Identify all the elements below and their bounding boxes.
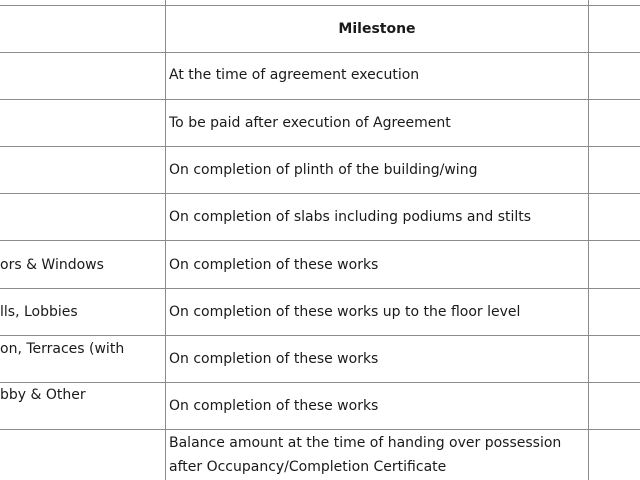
milestone-cell: On completion of plinth of the building/wing — [169, 162, 478, 178]
row-divider — [0, 193, 640, 194]
row-divider — [0, 335, 640, 336]
stage-cell: bby & Other — [0, 387, 86, 403]
stage-cell: lls, Lobbies — [0, 304, 78, 320]
row-divider — [0, 52, 640, 53]
milestone-cell: At the time of agreement execution — [169, 67, 420, 83]
row-divider — [0, 240, 640, 241]
row-divider — [0, 146, 640, 147]
milestone-cell: To be paid after execution of Agreement — [169, 115, 451, 131]
row-divider — [0, 382, 640, 383]
row-divider — [0, 5, 640, 6]
milestone-cell-line-2: after Occupancy/Completion Certificate — [169, 459, 447, 475]
milestone-cell: On completion of these works — [169, 257, 379, 273]
stage-cell: on, Terraces (with — [0, 341, 125, 357]
milestone-column-header: Milestone — [338, 21, 416, 37]
milestone-cell: On completion of these works — [169, 398, 379, 414]
milestone-cell-line-1: Balance amount at the time of handing over possession — [169, 435, 562, 451]
row-divider — [0, 429, 640, 430]
row-divider — [0, 99, 640, 100]
milestone-cell: On completion of these works — [169, 351, 379, 367]
row-divider — [0, 288, 640, 289]
milestone-cell: On completion of slabs including podiums and stilts — [169, 209, 532, 225]
milestone-cell: On completion of these works up to the floor level — [169, 304, 521, 320]
stage-cell: ors & Windows — [0, 257, 104, 273]
